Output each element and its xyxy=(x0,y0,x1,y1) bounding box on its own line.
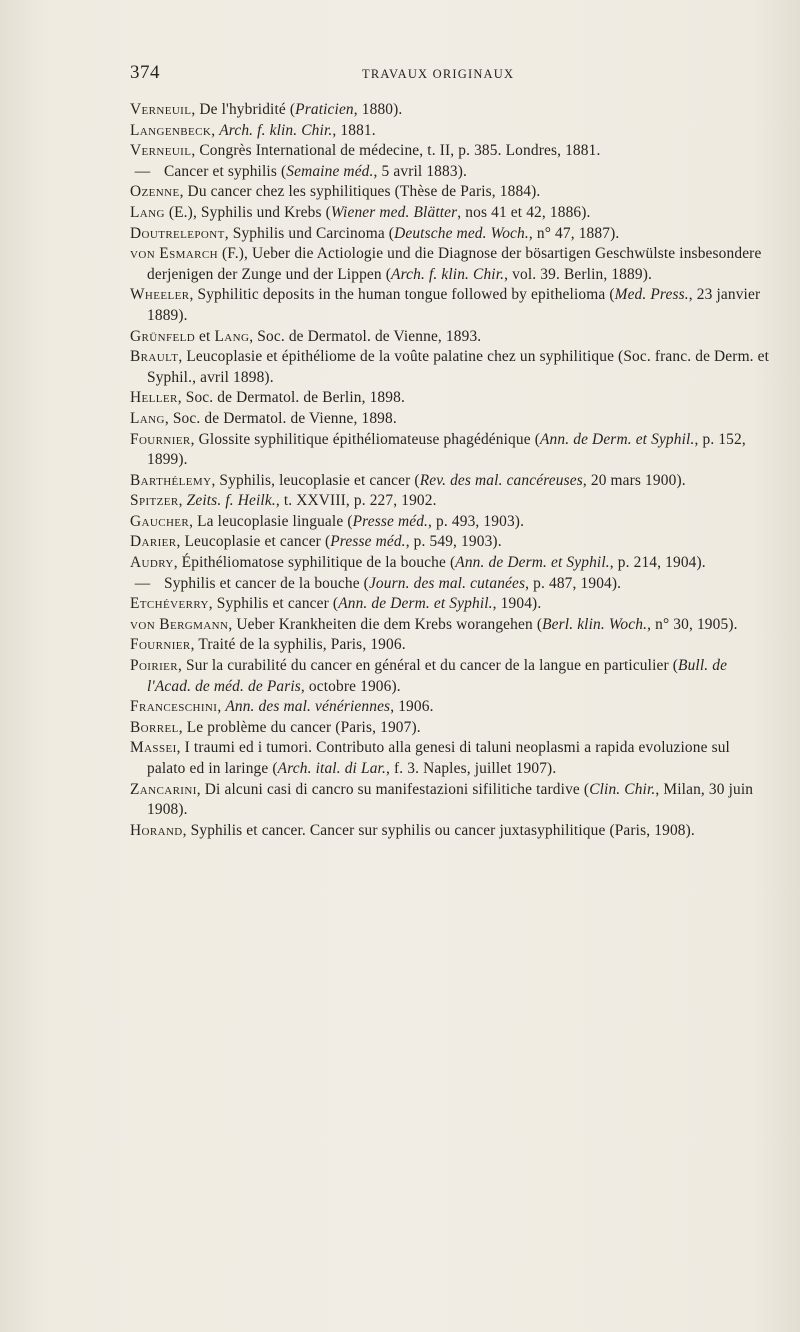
bibliography-entry xyxy=(130,821,770,842)
entry-journal: Arch. ital. di Lar. xyxy=(277,760,386,777)
entry-text: Cancer et syphilis ( xyxy=(160,162,287,180)
entry-journal: Berl. klin. Woch. xyxy=(542,615,648,633)
entry-author: Spitzer xyxy=(130,492,179,510)
entry-text: , xyxy=(178,492,187,510)
entry-text: , Ueber Krankheiten die dem Krebs worangehen ( xyxy=(228,615,543,633)
bibliography-entry xyxy=(130,347,770,388)
bibliography-entry xyxy=(130,718,770,739)
bibliography-entry xyxy=(130,327,770,348)
entry-text: , Soc. de Dermatol. de Vienne, 1893. xyxy=(249,327,482,345)
entry-text: , Syphilis et cancer ( xyxy=(208,595,339,613)
entry-author: Lang xyxy=(130,409,165,427)
bibliography-entry xyxy=(130,471,770,492)
entry-text: , 1881. xyxy=(332,121,376,139)
entry-text: , f. 3. Naples, juillet 1907). xyxy=(385,760,557,777)
entry-journal: Clin. Chir. xyxy=(589,780,656,798)
entry-text: Syphilis et cancer de la bouche ( xyxy=(160,574,369,592)
entry-text: , Di alcuni casi di cancro su manifestazioni sifilitiche tardive ( xyxy=(196,780,590,798)
entry-text: , Syphilis und Carcinoma ( xyxy=(224,224,395,242)
entry-text: , Syphilis, leucoplasie et cancer ( xyxy=(211,471,420,489)
entry-text: , Soc. de Dermatol. de Berlin, 1898. xyxy=(177,389,405,407)
bibliography-entry xyxy=(130,162,770,183)
entry-author: Fournier xyxy=(130,636,191,654)
entry-text: , Milan, 30 juin 1908). xyxy=(147,780,754,819)
entry-journal: Deutsche med. Woch. xyxy=(394,224,529,242)
entry-author: Langenbeck xyxy=(130,121,212,139)
entry-journal: Presse méd. xyxy=(330,533,406,551)
entry-journal: Bull. de l'Acad. de méd. de Paris xyxy=(147,657,728,695)
entry-author: Franceschini xyxy=(130,698,218,716)
bibliography-entry xyxy=(130,532,770,553)
entry-text: , 23 janvier 1889). xyxy=(147,286,761,324)
entry-author: Wheeler xyxy=(130,286,190,304)
entry-author: Darier xyxy=(130,533,177,551)
entry-text: , xyxy=(217,698,226,716)
entry-text: , Leucoplasie et cancer ( xyxy=(176,533,331,551)
entry-text: , Congrès International de médecine, t. II, p. 385. Londres, 1881. xyxy=(191,142,601,160)
entry-journal: Ann. de Derm. et Syphil. xyxy=(338,595,493,613)
entry-journal: Arch. f. klin. Chir. xyxy=(219,121,333,139)
entry-text: , xyxy=(211,121,220,139)
bibliography-entry xyxy=(130,738,770,779)
entry-text: , nos 41 et 42, 1886). xyxy=(457,203,591,221)
entry-text: , 1880). xyxy=(353,101,403,118)
entry-author: Lang xyxy=(130,203,165,221)
entry-text: , La leucoplasie linguale ( xyxy=(189,512,353,530)
entry-journal: Zeits. f. Heilk. xyxy=(186,492,276,510)
entry-text: , p. 487, 1904). xyxy=(525,574,622,592)
entry-journal: Ann. de Derm. et Syphil. xyxy=(540,430,695,448)
entry-author: Poirier xyxy=(130,657,179,675)
entry-text: , Syphilitic deposits in the human tongue followed by epithelioma ( xyxy=(189,286,615,304)
bibliography-entry xyxy=(130,244,770,285)
entry-text: , Le problème du cancer (Paris, 1907). xyxy=(178,718,421,736)
entry-author: Verneuil xyxy=(130,142,192,160)
entry-author: Gaucher xyxy=(130,512,190,530)
entry-author: Brault xyxy=(130,348,179,366)
entry-text: , vol. 39. Berlin, 1889). xyxy=(504,265,652,283)
bibliography-entry xyxy=(130,430,770,471)
bibliography-entry xyxy=(130,182,770,203)
entry-text: , I traumi ed i tumori. Contributo alla genesi di taluni neoplasmi a rapida evoluzione sul palato ed in laringe ( xyxy=(147,739,730,777)
entry-text: , 5 avril 1883). xyxy=(373,162,467,180)
entry-text: , Glossite syphilitique épithéliomateuse phagédénique ( xyxy=(190,430,540,448)
bibliography-entry xyxy=(130,388,770,409)
entry-author: Doutrelepont xyxy=(130,224,225,242)
entry-author: Horand xyxy=(130,821,183,839)
bibliography-entry xyxy=(130,203,770,224)
entry-author: Zancarini xyxy=(130,780,197,798)
bibliography-entry xyxy=(130,656,770,697)
page-header xyxy=(130,62,750,86)
entry-text: (E.), Syphilis und Krebs ( xyxy=(164,203,331,221)
entry-text: , De l'hybridité ( xyxy=(191,101,296,118)
ditto-dash: — xyxy=(134,162,151,180)
entry-journal: Semaine méd. xyxy=(286,162,374,180)
entry-journal: Med. Press. xyxy=(614,286,689,304)
entry-text: , p. 549, 1903). xyxy=(405,533,502,551)
entry-journal: Ann. des mal. vénériennes xyxy=(225,698,391,716)
bibliography-entry xyxy=(130,512,770,533)
bibliography-entry xyxy=(130,615,770,636)
entry-journal: Rev. des mal. cancéreuses xyxy=(419,471,583,489)
entry-author: Massei xyxy=(130,739,177,757)
entry-text: , p. 152, 1899). xyxy=(147,430,746,469)
entry-journal: Journ. des mal. cutanées xyxy=(368,574,526,592)
entry-text: , Du cancer chez les syphilitiques (Thèse de Paris, 1884). xyxy=(179,183,541,201)
entry-author: Grünfeld xyxy=(130,327,196,345)
entry-text: , t. XXVIII, p. 227, 1902. xyxy=(275,492,437,510)
bibliography-entry xyxy=(130,409,770,430)
entry-author: Etchéverry xyxy=(130,595,209,613)
ditto-dash: — xyxy=(134,574,151,592)
entry-text: , Leucoplasie et épithéliome de la voûte palatine chez un syphilitique (Soc. franc. de Derm. et Syphil., avril 1898). xyxy=(147,348,770,386)
entry-text: , Soc. de Dermatol. de Vienne, 1898. xyxy=(164,409,397,427)
bibliography-entry xyxy=(130,141,770,162)
bibliography-entry xyxy=(130,121,770,142)
entry-text: , p. 493, 1903). xyxy=(428,512,525,530)
entry-journal: Praticien xyxy=(295,101,354,118)
entry-coauthor: Lang xyxy=(214,327,250,345)
entry-text: , Épithéliomatose syphilitique de la bouche ( xyxy=(173,554,456,572)
entry-text: , 1906. xyxy=(390,698,434,716)
entry-journal: Ann. de Derm. et Syphil. xyxy=(455,554,610,572)
bibliography-entry xyxy=(130,224,770,245)
entry-author: Barthélemy xyxy=(130,471,212,489)
entry-author: Heller xyxy=(130,389,178,407)
page-number: 374 xyxy=(130,62,160,83)
entry-author: Verneuil xyxy=(130,101,192,118)
entry-text: , 1904). xyxy=(492,595,542,613)
bibliography-entry xyxy=(130,553,770,574)
bibliography-entry xyxy=(130,100,770,121)
entry-text: , p. 214, 1904). xyxy=(609,554,706,572)
entry-author: von Bergmann xyxy=(130,615,229,633)
bibliography-entry xyxy=(130,594,770,615)
entry-text: , Syphilis et cancer. Cancer sur syphilis ou cancer juxtasyphilitique (Paris, 1908). xyxy=(182,821,695,839)
entry-author: Borrel xyxy=(130,718,179,736)
bibliography-entry xyxy=(130,635,770,656)
entry-text: , octobre 1906). xyxy=(300,677,401,695)
entry-author: von Esmarch xyxy=(130,245,218,263)
entry-text: , n° 47, 1887). xyxy=(528,224,620,242)
bibliography-list xyxy=(130,100,770,841)
entry-author: Ozenne xyxy=(130,183,180,201)
entry-journal: Arch. f. klin. Chir. xyxy=(391,265,505,283)
entry-author: Fournier xyxy=(130,430,191,448)
entry-text: , Traité de la syphilis, Paris, 1906. xyxy=(190,636,406,654)
entry-author: Audry xyxy=(130,554,174,572)
bibliography-entry xyxy=(130,697,770,718)
entry-text: , 20 mars 1900). xyxy=(582,471,686,489)
entry-journal: Presse méd. xyxy=(352,512,429,530)
entry-journal: Wiener med. Blätter xyxy=(330,203,458,221)
running-title: TRAVAUX ORIGINAUX xyxy=(362,67,515,81)
bibliography-entry xyxy=(130,574,770,595)
bibliography-entry xyxy=(130,780,770,821)
entry-text: (F.), Ueber die Actiologie und die Diagnose der bösartigen Geschwülste insbesondere derjenigen der Zunge und der Lippen ( xyxy=(147,245,762,283)
entry-text: et xyxy=(195,327,215,345)
bibliography-entry xyxy=(130,285,770,326)
entry-text: , Sur la curabilité du cancer en général et du cancer de la langue en particulier ( xyxy=(178,657,679,675)
entry-text: , n° 30, 1905). xyxy=(647,615,738,633)
bibliography-entry xyxy=(130,491,770,512)
